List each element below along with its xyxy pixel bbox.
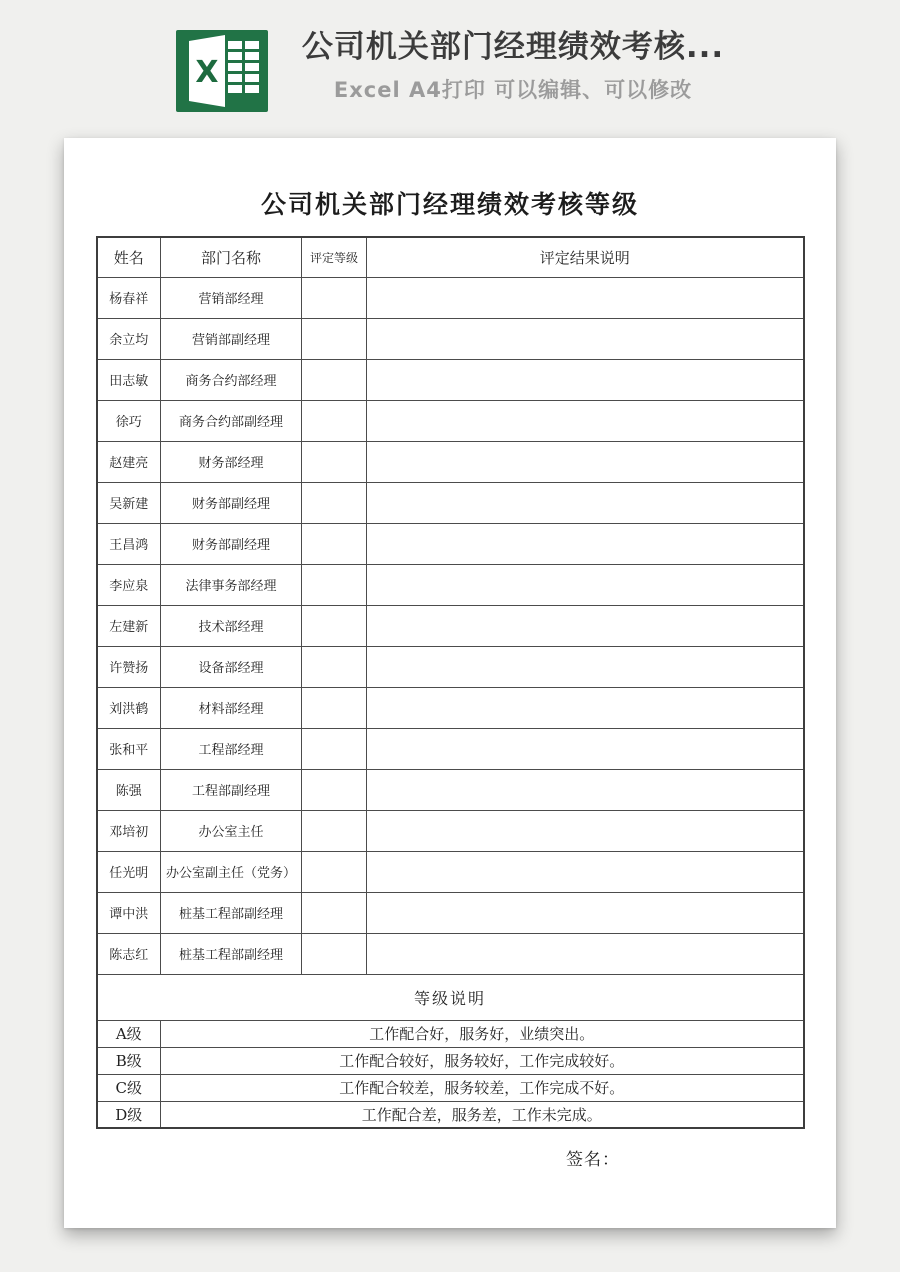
- table-row: [97, 359, 804, 400]
- result-cell: [367, 318, 804, 359]
- grade-cell: [302, 810, 367, 851]
- table-row: [97, 564, 804, 605]
- department-title: 工程部经理: [161, 728, 302, 769]
- result-cell: [367, 892, 804, 933]
- grade-cell: [302, 892, 367, 933]
- employee-name: 左建新: [97, 605, 161, 646]
- result-cell: [367, 359, 804, 400]
- grade-cell: [302, 933, 367, 974]
- grade-cell: [302, 318, 367, 359]
- result-cell: [367, 523, 804, 564]
- grade-description: 工作配合好，服务好，业绩突出。: [161, 1020, 804, 1047]
- table-header-row: [97, 237, 804, 277]
- grade-cell: [302, 605, 367, 646]
- employee-name: 王昌鸿: [97, 523, 161, 564]
- employee-name: 任光明: [97, 851, 161, 892]
- department-title: 财务部副经理: [161, 482, 302, 523]
- department-title: 财务部副经理: [161, 523, 302, 564]
- employee-name: 陈强: [97, 769, 161, 810]
- grade-cell: [302, 728, 367, 769]
- employee-name: 张和平: [97, 728, 161, 769]
- result-cell: [367, 400, 804, 441]
- table-row: [97, 400, 804, 441]
- grade-cell: [302, 851, 367, 892]
- employee-name: 余立均: [97, 318, 161, 359]
- result-cell: [367, 728, 804, 769]
- column-header-name: 姓名: [97, 237, 161, 277]
- signature-label: 签名：: [566, 1150, 620, 1170]
- department-title: 商务合约部副经理: [161, 400, 302, 441]
- excel-icon: [176, 30, 268, 112]
- grade-cell: [302, 441, 367, 482]
- result-cell: [367, 646, 804, 687]
- department-title: 桩基工程部副经理: [161, 892, 302, 933]
- department-title: 财务部经理: [161, 441, 302, 482]
- result-cell: [367, 851, 804, 892]
- column-header-grade: 评定等级: [302, 237, 367, 277]
- column-header-department: 部门名称: [161, 237, 302, 277]
- grade-cell: [302, 646, 367, 687]
- grade-legend-row: [97, 1047, 804, 1074]
- grade-label: C级: [97, 1074, 161, 1101]
- grade-legend-row: [97, 1074, 804, 1101]
- grade-description: 工作配合较差，服务较差，工作完成不好。: [161, 1074, 804, 1101]
- employee-name: 刘洪鹤: [97, 687, 161, 728]
- employee-name: 杨春祥: [97, 277, 161, 318]
- column-header-result: 评定结果说明: [367, 237, 804, 277]
- grade-cell: [302, 277, 367, 318]
- svg-text:X: X: [195, 55, 219, 90]
- grade-cell: [302, 769, 367, 810]
- grade-cell: [302, 359, 367, 400]
- page-title: 公司机关部门经理绩效考核...: [301, 29, 725, 65]
- table-row: [97, 605, 804, 646]
- table-row: [97, 646, 804, 687]
- result-cell: [367, 605, 804, 646]
- employee-name: 陈志红: [97, 933, 161, 974]
- result-cell: [367, 564, 804, 605]
- grade-legend-section: [97, 974, 804, 1128]
- result-cell: [367, 277, 804, 318]
- grade-legend-header-row: [97, 974, 804, 1020]
- table-row: [97, 892, 804, 933]
- department-title: 营销部副经理: [161, 318, 302, 359]
- table-row: [97, 318, 804, 359]
- grade-legend-row: [97, 1020, 804, 1047]
- result-cell: [367, 441, 804, 482]
- employee-name: 徐巧: [97, 400, 161, 441]
- table-row: [97, 482, 804, 523]
- grade-label: B级: [97, 1047, 161, 1074]
- result-cell: [367, 810, 804, 851]
- department-title: 办公室副主任（党务）: [161, 851, 302, 892]
- department-title: 桩基工程部副经理: [161, 933, 302, 974]
- department-title: 设备部经理: [161, 646, 302, 687]
- employee-name: 吴新建: [97, 482, 161, 523]
- grade-cell: [302, 687, 367, 728]
- department-title: 办公室主任: [161, 810, 302, 851]
- table-row: [97, 810, 804, 851]
- document-preview-sheet: [64, 138, 836, 1228]
- grade-label: A级: [97, 1020, 161, 1047]
- evaluation-table: [96, 236, 805, 1129]
- table-row: [97, 769, 804, 810]
- result-cell: [367, 482, 804, 523]
- table-row: [97, 933, 804, 974]
- department-title: 商务合约部经理: [161, 359, 302, 400]
- table-row: [97, 687, 804, 728]
- result-cell: [367, 933, 804, 974]
- employee-name: 李应泉: [97, 564, 161, 605]
- table-row: [97, 728, 804, 769]
- table-row: [97, 277, 804, 318]
- department-title: 材料部经理: [161, 687, 302, 728]
- document-title: 公司机关部门经理绩效考核等级: [260, 190, 639, 219]
- grade-cell: [302, 523, 367, 564]
- department-title: 技术部经理: [161, 605, 302, 646]
- employee-name: 邓培初: [97, 810, 161, 851]
- table-row: [97, 441, 804, 482]
- grade-description: 工作配合差，服务差，工作未完成。: [161, 1101, 804, 1128]
- table-row: [97, 523, 804, 564]
- employee-name: 许赞扬: [97, 646, 161, 687]
- department-title: 法律事务部经理: [161, 564, 302, 605]
- grade-cell: [302, 400, 367, 441]
- header-text-block: [302, 30, 724, 104]
- page-subtitle: Excel A4打印 可以编辑、可以修改: [333, 78, 693, 103]
- employee-name: 谭中洪: [97, 892, 161, 933]
- employee-name: 赵建亮: [97, 441, 161, 482]
- table-row: [97, 851, 804, 892]
- grade-description: 工作配合较好，服务较好，工作完成较好。: [161, 1047, 804, 1074]
- grade-legend-row: [97, 1101, 804, 1128]
- result-cell: [367, 769, 804, 810]
- grade-cell: [302, 482, 367, 523]
- grade-legend-title: 等级说明: [97, 974, 804, 1020]
- grade-label: D级: [97, 1101, 161, 1128]
- employee-name: 田志敏: [97, 359, 161, 400]
- department-title: 工程部副经理: [161, 769, 302, 810]
- page-header: [0, 0, 900, 112]
- grade-cell: [302, 564, 367, 605]
- department-title: 营销部经理: [161, 277, 302, 318]
- result-cell: [367, 687, 804, 728]
